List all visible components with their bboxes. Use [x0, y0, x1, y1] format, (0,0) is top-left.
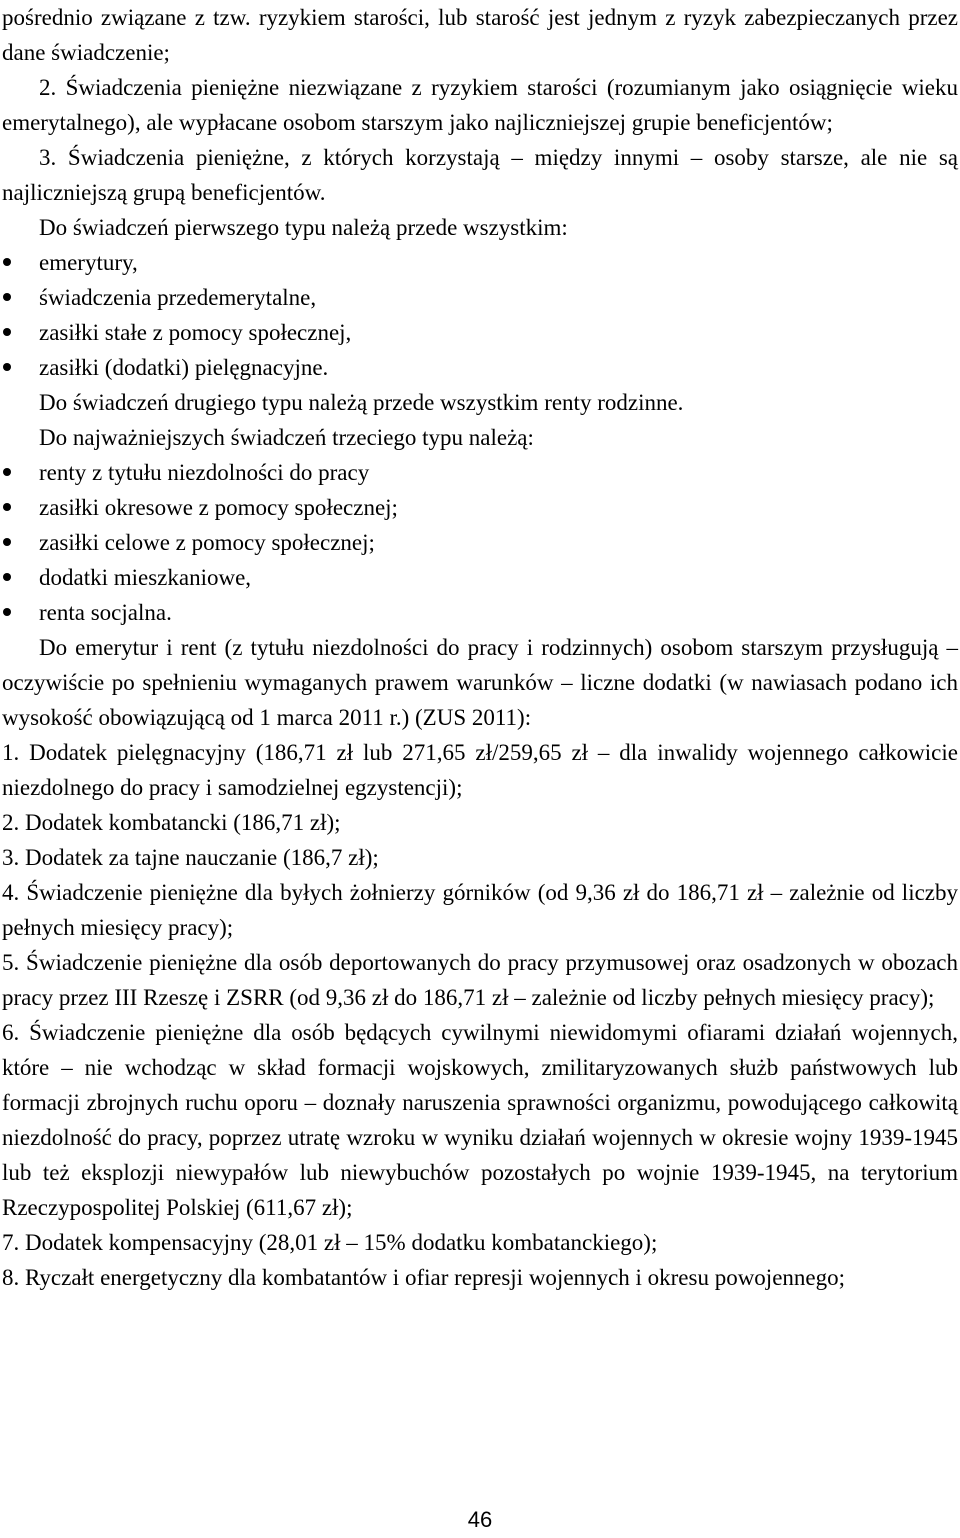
third-type-list [2, 455, 958, 630]
paragraph-item1-continuation: pośrednio związane z tzw. ryzykiem starości, lub starość jest jednym z ryzyk zabezpieczanych przez dane świadczenie; [2, 5, 958, 65]
document-page [2, 0, 958, 1295]
paragraph-item2: 2. Świadczenia pieniężne niezwiązane z ryzykiem starości (rozumianym jako osiągnięcie wieku emerytalnego), ale wypłacane osobom starszym jako najliczniejszej grupie beneficjentów; [2, 75, 958, 135]
list-item: renty z tytułu niezdolności do pracy [2, 455, 958, 490]
paragraph-item3: 3. Świadczenia pieniężne, z których korzystają – między innymi – osoby starsze, ale nie są najliczniejszą grupą beneficjentów. [2, 145, 958, 205]
list-item: zasiłki (dodatki) pielęgnacyjne. [2, 350, 958, 385]
supplement-item-7: 7. Dodatek kompensacyjny (28,01 zł – 15% dodatku kombatanckiego); [2, 1230, 658, 1255]
first-type-list [2, 245, 958, 385]
second-type-lead: Do świadczeń drugiego typu należą przede wszystkim renty rodzinne. [39, 390, 684, 415]
supplements-lead: Do emerytur i rent (z tytułu niezdolności do pracy i rodzinnych) osobom starszym przysługują – oczywiście po spełnieniu wymaganych prawem warunków – liczne dodatki (w nawiasach podano ich wysokość obowiązującą od 1 marca 2011 r.) (ZUS 2011): [2, 635, 958, 730]
list-item: zasiłki okresowe z pomocy społecznej; [2, 490, 958, 525]
bullet-icon [3, 363, 11, 371]
list-item: zasiłki stałe z pomocy społecznej, [2, 315, 958, 350]
bullet-icon [3, 503, 11, 511]
list-item: świadczenia przedemerytalne, [2, 280, 958, 315]
bullet-icon [3, 468, 11, 476]
list-item: zasiłki celowe z pomocy społecznej; [2, 525, 958, 560]
supplement-item-3: 3. Dodatek za tajne nauczanie (186,7 zł); [2, 845, 379, 870]
list-item: dodatki mieszkaniowe, [2, 560, 958, 595]
bullet-icon [3, 258, 11, 266]
bullet-icon [3, 538, 11, 546]
third-type-lead: Do najważniejszych świadczeń trzeciego typu należą: [39, 425, 534, 450]
list-item: emerytury, [2, 245, 958, 280]
supplement-item-5: 5. Świadczenie pieniężne dla osób deportowanych do pracy przymusowej oraz osadzonych w obozach pracy przez III Rzeszę i ZSRR (od 9,36 zł do 186,71 zł – zależnie od liczby pełnych miesięcy pracy); [2, 950, 958, 1010]
page-number: 46 [467, 1507, 493, 1532]
bullet-icon [3, 573, 11, 581]
bullet-icon [3, 608, 11, 616]
supplement-item-6: 6. Świadczenie pieniężne dla osób będących cywilnymi niewidomymi ofiarami działań wojennych, które – nie wchodząc w skład formacji wojskowych, zmilitaryzowanych służb państwowych lub formacji zbrojnych ruchu oporu – doznały naruszenia sprawności organizmu, powodującego całkowitą niezdolność do pracy, poprzez utratę wzroku w wyniku działań wojennych w okresie wojny 1939-1945 lub też eksplozji niewypałów lub niewybuchów pozostałych po wojnie 1939-1945, na terytorium Rzeczypospolitej Polskiej (611,67 zł); [2, 1020, 958, 1220]
first-type-lead: Do świadczeń pierwszego typu należą przede wszystkim: [39, 215, 568, 240]
supplement-item-2: 2. Dodatek kombatancki (186,71 zł); [2, 810, 341, 835]
list-item: renta socjalna. [2, 595, 958, 630]
supplement-item-4: 4. Świadczenie pieniężne dla byłych żołnierzy górników (od 9,36 zł do 186,71 zł – zależnie od liczby pełnych miesięcy pracy); [2, 880, 958, 940]
supplement-item-8: 8. Ryczałt energetyczny dla kombatantów i ofiar represji wojennych i okresu powojennego; [2, 1265, 846, 1290]
bullet-icon [3, 293, 11, 301]
bullet-icon [3, 328, 11, 336]
supplement-item-1: 1. Dodatek pielęgnacyjny (186,71 zł lub 271,65 zł/259,65 zł – dla inwalidy wojennego całkowicie niezdolnego do pracy i samodzielnej egzystencji); [2, 740, 958, 800]
